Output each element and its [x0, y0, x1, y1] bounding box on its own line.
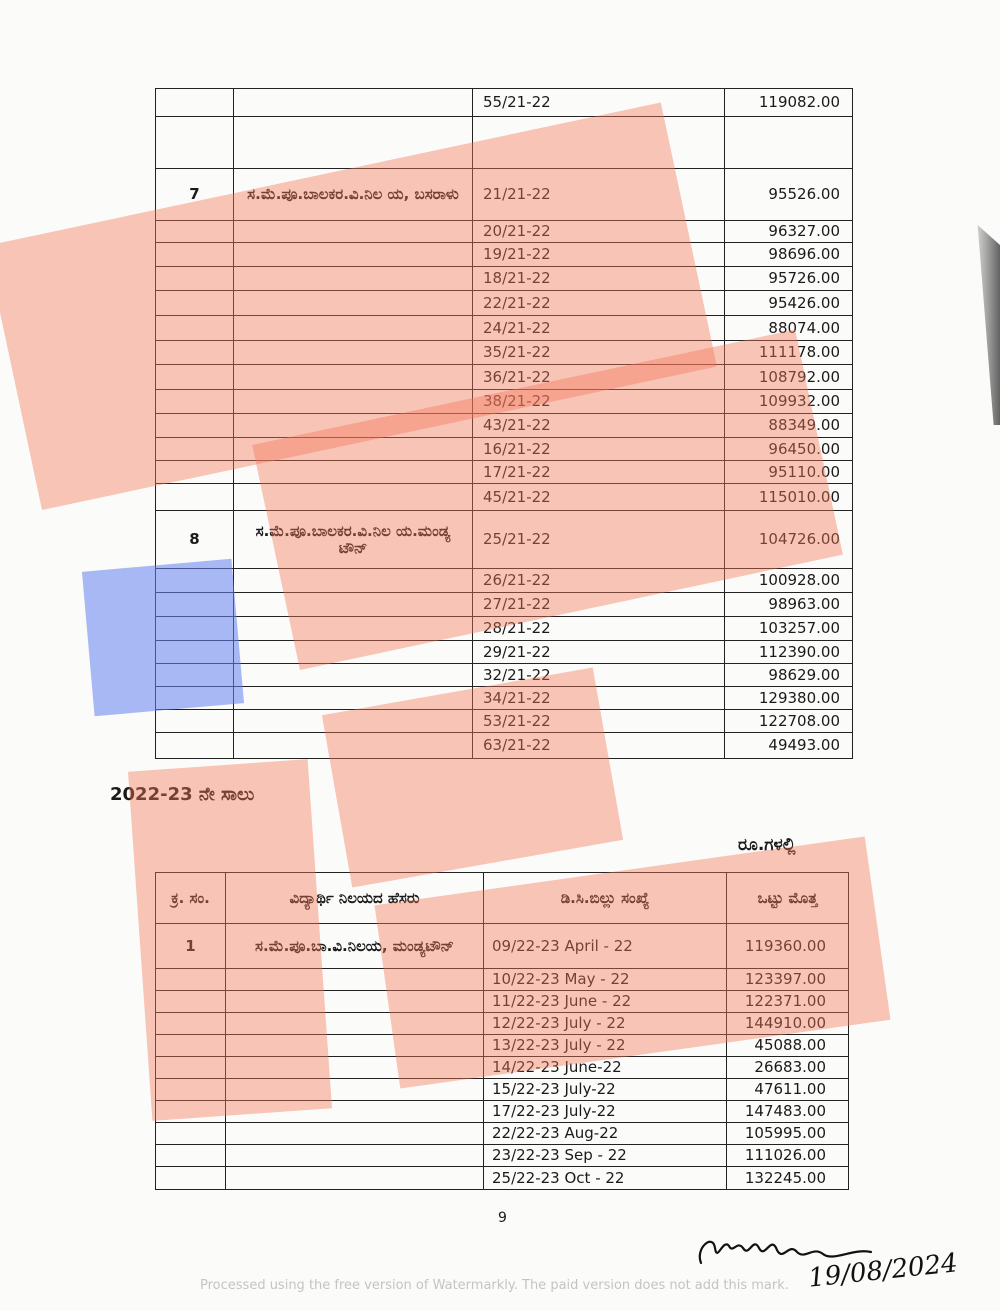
serial-number-cell: [156, 1079, 226, 1101]
table-row: [156, 733, 853, 759]
header-serial-number: ಕ್ರ. ಸಂ.: [156, 873, 226, 924]
serial-number-cell: [156, 710, 234, 733]
amount-cell: 100928.00: [725, 569, 853, 593]
serial-number-cell: [156, 1145, 226, 1167]
serial-number-cell: [156, 461, 234, 484]
table-row: [156, 641, 853, 664]
bill-number-cell: 26/21-22: [473, 569, 725, 593]
serial-number-cell: [156, 291, 234, 316]
serial-number-cell: 1: [156, 924, 226, 969]
bill-number-cell: 16/21-22: [473, 438, 725, 461]
serial-number-cell: [156, 243, 234, 267]
amount-cell: 98629.00: [725, 664, 853, 687]
bill-number-cell: 45/21-22: [473, 484, 725, 511]
serial-number-cell: [156, 1101, 226, 1123]
serial-number-cell: [156, 341, 234, 365]
amount-cell: 47611.00: [727, 1079, 849, 1101]
page-number: 9: [498, 1210, 507, 1226]
hostel-name-cell: [234, 617, 473, 641]
amount-cell: 95526.00: [725, 169, 853, 221]
hostel-name-cell: [234, 641, 473, 664]
serial-number-cell: [156, 641, 234, 664]
table-row: [156, 593, 853, 617]
table-row: [156, 365, 853, 390]
serial-number-cell: [156, 1167, 226, 1190]
header-total-amount: ಒಟ್ಟು ಮೊತ್ತ: [727, 873, 849, 924]
bill-number-cell: 23/22-23 Sep - 22: [484, 1145, 727, 1167]
serial-number-cell: [156, 267, 234, 291]
bill-number-cell: 55/21-22: [473, 89, 725, 117]
hostel-name-cell: [234, 733, 473, 759]
amount-cell: 88074.00: [725, 316, 853, 341]
serial-number-cell: [156, 1057, 226, 1079]
amount-cell: 98696.00: [725, 243, 853, 267]
table-row: [156, 243, 853, 267]
serial-number-cell: [156, 89, 234, 117]
hostel-name-cell: [234, 316, 473, 341]
amount-cell: 104726.00: [725, 511, 853, 569]
serial-number-cell: [156, 733, 234, 759]
table-row: [156, 117, 853, 169]
bill-number-cell: 29/21-22: [473, 641, 725, 664]
hostel-name-cell: ಸ.ಮೆ.ಪೂ.ಬಾ.ವಿ.ನಿಲಯ, ಮಂಡ್ಯಟೌನ್: [226, 924, 484, 969]
bill-number-cell: 35/21-22: [473, 341, 725, 365]
table-row: [156, 710, 853, 733]
table-row: [156, 291, 853, 316]
hostel-name-cell: [234, 438, 473, 461]
table-row: [156, 390, 853, 414]
amount-cell: 105995.00: [727, 1123, 849, 1145]
serial-number-cell: [156, 969, 226, 991]
table-header-row: [156, 873, 849, 924]
amount-cell: 45088.00: [727, 1035, 849, 1057]
amount-cell: 119082.00: [725, 89, 853, 117]
table-row: [156, 221, 853, 243]
serial-number-cell: [156, 390, 234, 414]
table-row: [156, 484, 853, 511]
watermark-text: Processed using the free version of Watermarkly. The paid version does not add this mark.: [200, 1278, 789, 1293]
amount-cell: 129380.00: [725, 687, 853, 710]
hostel-name-cell: [226, 1145, 484, 1167]
amount-cell: 123397.00: [727, 969, 849, 991]
bill-number-cell: 21/21-22: [473, 169, 725, 221]
hostel-name-cell: [234, 89, 473, 117]
serial-number-cell: [156, 438, 234, 461]
serial-number-cell: [156, 117, 234, 169]
bill-number-cell: 10/22-23 May - 22: [484, 969, 727, 991]
amount-cell: 95726.00: [725, 267, 853, 291]
serial-number-cell: [156, 991, 226, 1013]
bill-table-2021-22: [155, 88, 853, 759]
table-row: [156, 1013, 849, 1035]
hostel-name-cell: [234, 117, 473, 169]
hostel-name-cell: [234, 390, 473, 414]
bill-number-cell: 18/21-22: [473, 267, 725, 291]
table-row: [156, 511, 853, 569]
hostel-name-cell: [234, 414, 473, 438]
hostel-name-cell: [226, 1123, 484, 1145]
serial-number-cell: [156, 593, 234, 617]
bill-number-cell: 24/21-22: [473, 316, 725, 341]
signature-date: 19/08/2024: [806, 1248, 960, 1294]
amount-cell: 95110.00: [725, 461, 853, 484]
bill-number-cell: 32/21-22: [473, 664, 725, 687]
serial-number-cell: [156, 569, 234, 593]
serial-number-cell: [156, 1013, 226, 1035]
serial-number-cell: [156, 687, 234, 710]
bill-number-cell: 34/21-22: [473, 687, 725, 710]
amount-cell: 144910.00: [727, 1013, 849, 1035]
amount-cell: 119360.00: [727, 924, 849, 969]
serial-number-cell: [156, 664, 234, 687]
amount-cell: 109932.00: [725, 390, 853, 414]
unit-note: ರೂ.ಗಳಲ್ಲಿ: [738, 835, 796, 855]
hostel-name-cell: [234, 687, 473, 710]
serial-number-cell: 7: [156, 169, 234, 221]
hostel-name-cell: [226, 1167, 484, 1190]
hostel-name-cell: [234, 291, 473, 316]
hostel-name-cell: ಸ.ಮೆ.ಪೂ.ಬಾಲಕರ.ವಿ.ನಿಲ ಯ.ಮಂಡ್ಯ ಟೌನ್: [234, 511, 473, 569]
amount-cell: [725, 117, 853, 169]
hostel-name-cell: [226, 991, 484, 1013]
amount-cell: 88349.00: [725, 414, 853, 438]
hostel-name-cell: [234, 593, 473, 617]
table-row: [156, 89, 853, 117]
serial-number-cell: [156, 365, 234, 390]
amount-cell: 95426.00: [725, 291, 853, 316]
hostel-name-cell: ಸ.ಮೆ.ಪೂ.ಬಾಲಕರ.ವಿ.ನಿಲ ಯ, ಬಸರಾಳು: [234, 169, 473, 221]
table-row: [156, 316, 853, 341]
bill-number-cell: 11/22-23 June - 22: [484, 991, 727, 1013]
amount-cell: 111178.00: [725, 341, 853, 365]
hostel-name-cell: [234, 461, 473, 484]
serial-number-cell: [156, 414, 234, 438]
hostel-name-cell: [234, 569, 473, 593]
bill-number-cell: 17/22-23 July-22: [484, 1101, 727, 1123]
serial-number-cell: [156, 221, 234, 243]
bill-table-2022-23: [155, 872, 849, 1190]
amount-cell: 49493.00: [725, 733, 853, 759]
bill-number-cell: 22/21-22: [473, 291, 725, 316]
bill-number-cell: 09/22-23 April - 22: [484, 924, 727, 969]
serial-number-cell: [156, 316, 234, 341]
hostel-name-cell: [234, 267, 473, 291]
hostel-name-cell: [234, 664, 473, 687]
hostel-name-cell: [226, 969, 484, 991]
table-row: [156, 1079, 849, 1101]
bill-number-cell: 22/22-23 Aug-22: [484, 1123, 727, 1145]
hostel-name-cell: [234, 710, 473, 733]
serial-number-cell: 8: [156, 511, 234, 569]
table-row: [156, 414, 853, 438]
section-heading: 2022-23 ನೇ ಸಾಲು: [110, 784, 255, 805]
bill-number-cell: 36/21-22: [473, 365, 725, 390]
bill-number-cell: 25/22-23 Oct - 22: [484, 1167, 727, 1190]
table-row: [156, 664, 853, 687]
hostel-name-cell: [234, 243, 473, 267]
table-row: [156, 169, 853, 221]
table-row: [156, 1145, 849, 1167]
table-row: [156, 1101, 849, 1123]
header-hostel-name: ವಿದ್ಯಾರ್ಥಿ ನಿಲಯದ ಹೆಸರು: [226, 873, 484, 924]
amount-cell: 98963.00: [725, 593, 853, 617]
table-row: [156, 267, 853, 291]
header-bill-number: ಡಿ.ಸಿ.ಬಿಲ್ಲು ಸಂಖ್ಯೆ: [484, 873, 727, 924]
table-row: [156, 569, 853, 593]
table-row: [156, 461, 853, 484]
bill-number-cell: 13/22-23 July - 22: [484, 1035, 727, 1057]
table-row: [156, 1167, 849, 1190]
amount-cell: 122708.00: [725, 710, 853, 733]
bill-number-cell: 12/22-23 July - 22: [484, 1013, 727, 1035]
hostel-name-cell: [234, 221, 473, 243]
bill-number-cell: 19/21-22: [473, 243, 725, 267]
hostel-name-cell: [226, 1101, 484, 1123]
serial-number-cell: [156, 617, 234, 641]
table-row: [156, 924, 849, 969]
amount-cell: 132245.00: [727, 1167, 849, 1190]
amount-cell: 111026.00: [727, 1145, 849, 1167]
bill-number-cell: 38/21-22: [473, 390, 725, 414]
bill-number-cell: 20/21-22: [473, 221, 725, 243]
hostel-name-cell: [234, 341, 473, 365]
table-row: [156, 438, 853, 461]
hostel-name-cell: [226, 1079, 484, 1101]
bill-number-cell: 63/21-22: [473, 733, 725, 759]
amount-cell: 122371.00: [727, 991, 849, 1013]
bill-number-cell: 17/21-22: [473, 461, 725, 484]
amount-cell: 112390.00: [725, 641, 853, 664]
bill-number-cell: 15/22-23 July-22: [484, 1079, 727, 1101]
bill-number-cell: 43/21-22: [473, 414, 725, 438]
bill-number-cell: 25/21-22: [473, 511, 725, 569]
bill-number-cell: 14/22-23 June-22: [484, 1057, 727, 1079]
table-row: [156, 991, 849, 1013]
table-row: [156, 341, 853, 365]
bill-number-cell: 53/21-22: [473, 710, 725, 733]
amount-cell: 147483.00: [727, 1101, 849, 1123]
table-row: [156, 617, 853, 641]
page-edge-shadow: [968, 225, 1000, 425]
table-row: [156, 1035, 849, 1057]
table-row: [156, 969, 849, 991]
amount-cell: 103257.00: [725, 617, 853, 641]
hostel-name-cell: [234, 484, 473, 511]
table-row: [156, 1057, 849, 1079]
hostel-name-cell: [226, 1057, 484, 1079]
bill-number-cell: 27/21-22: [473, 593, 725, 617]
amount-cell: 26683.00: [727, 1057, 849, 1079]
hostel-name-cell: [226, 1013, 484, 1035]
amount-cell: 115010.00: [725, 484, 853, 511]
hostel-name-cell: [226, 1035, 484, 1057]
serial-number-cell: [156, 1123, 226, 1145]
amount-cell: 96327.00: [725, 221, 853, 243]
bill-number-cell: 28/21-22: [473, 617, 725, 641]
table-row: [156, 687, 853, 710]
amount-cell: 96450.00: [725, 438, 853, 461]
bill-number-cell: [473, 117, 725, 169]
amount-cell: 108792.00: [725, 365, 853, 390]
serial-number-cell: [156, 1035, 226, 1057]
table-row: [156, 1123, 849, 1145]
serial-number-cell: [156, 484, 234, 511]
hostel-name-cell: [234, 365, 473, 390]
